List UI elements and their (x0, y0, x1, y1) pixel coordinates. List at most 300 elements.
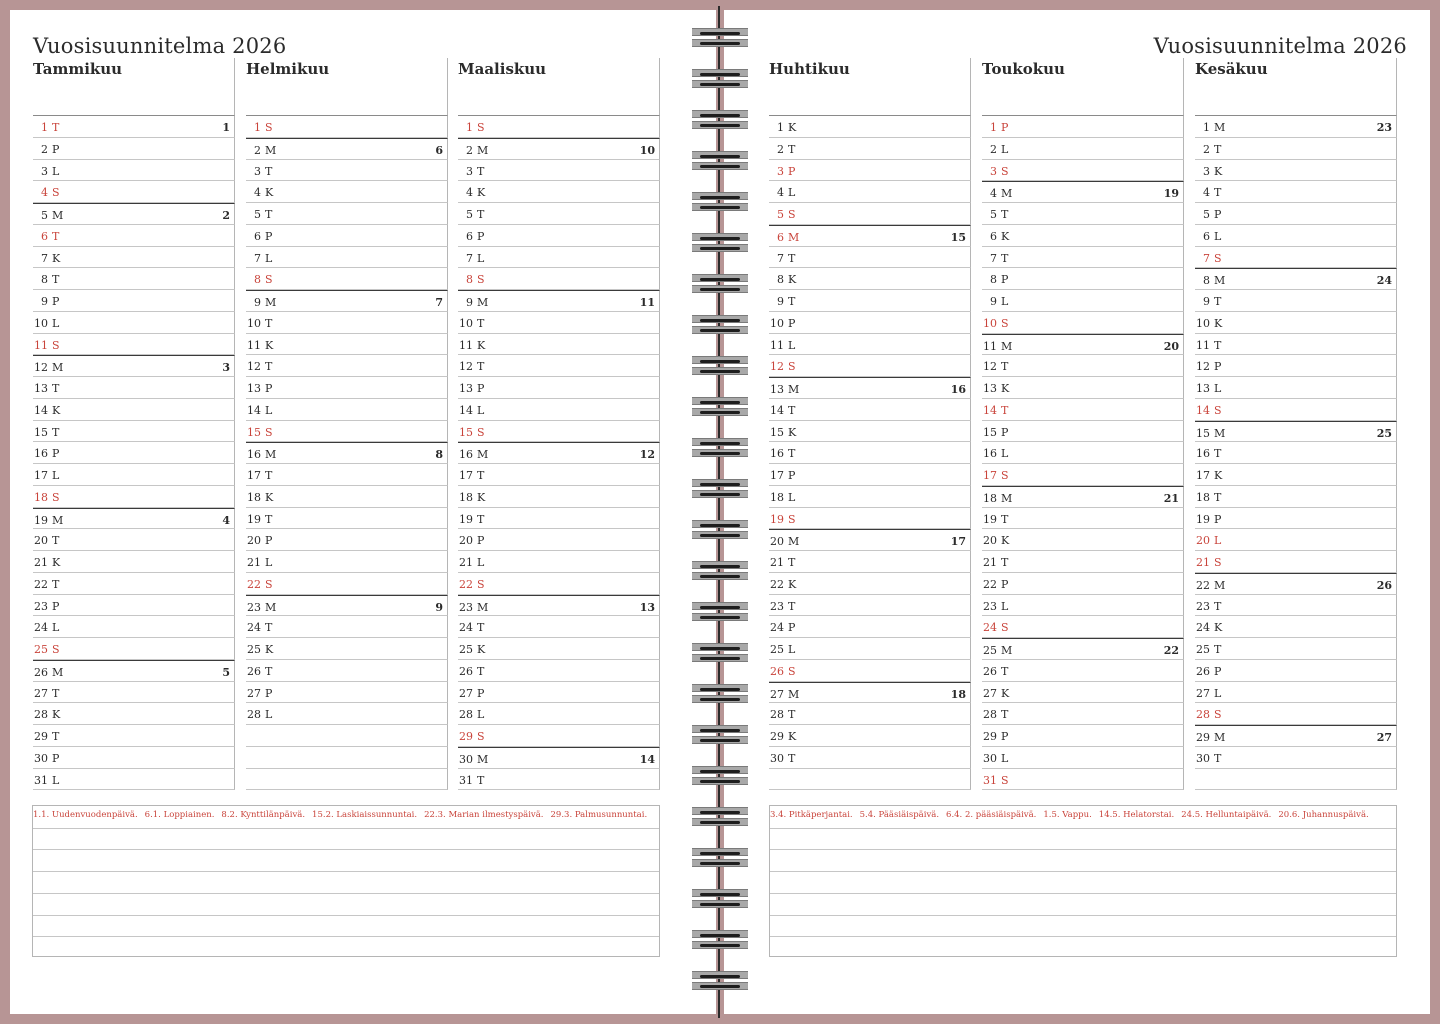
day-row[interactable] (1195, 355, 1397, 377)
spiral-wire-part (700, 288, 740, 291)
day-row[interactable] (33, 225, 235, 247)
day-row[interactable] (769, 268, 971, 290)
day-number: 26 (459, 664, 473, 678)
day-number: 26 (983, 664, 997, 678)
day-row[interactable] (33, 616, 235, 638)
weekday-letter: L (1001, 599, 1009, 613)
day-row[interactable] (769, 290, 971, 312)
weekday-letter: M (788, 383, 800, 396)
day-row[interactable] (458, 203, 660, 225)
day-row[interactable] (982, 334, 1184, 356)
day-row[interactable] (769, 334, 971, 356)
day-row[interactable] (982, 399, 1184, 421)
day-row[interactable] (246, 399, 448, 421)
day-number: 29 (459, 730, 473, 743)
day-row[interactable] (458, 268, 660, 290)
day-row[interactable] (769, 529, 971, 551)
holiday-entry: 6.4. 2. pääsiäispäivä. (946, 810, 1037, 820)
weekday-letter: P (1001, 425, 1009, 439)
day-row[interactable] (33, 116, 235, 138)
day-row[interactable] (33, 660, 235, 682)
day-number: 27 (459, 686, 473, 700)
day-row[interactable] (1195, 399, 1397, 421)
day-number: 5 (1203, 208, 1210, 221)
day-row[interactable] (458, 486, 660, 508)
left-page (10, 10, 716, 1014)
week-number: 6 (435, 143, 443, 157)
day-number: 29 (1196, 731, 1210, 744)
day-number: 20 (1196, 534, 1210, 548)
day-row[interactable] (769, 225, 971, 247)
day-number: 6 (777, 230, 784, 244)
day-row[interactable] (769, 747, 971, 769)
day-number: 19 (34, 513, 48, 527)
day-row[interactable] (769, 703, 971, 725)
day-row[interactable] (769, 377, 971, 399)
spiral-ring-icon (692, 643, 748, 663)
day-row[interactable] (769, 660, 971, 682)
day-row[interactable] (458, 682, 660, 704)
day-row[interactable] (982, 595, 1184, 617)
day-row[interactable] (1195, 616, 1397, 638)
weekday-letter: M (477, 600, 489, 614)
day-number: 25 (983, 644, 997, 657)
spiral-wire-part (700, 934, 740, 937)
month-name: Tammikuu (33, 60, 123, 78)
spiral-wire-part (700, 893, 740, 896)
day-row[interactable] (982, 508, 1184, 530)
day-row[interactable] (1195, 529, 1397, 551)
day-row[interactable] (246, 355, 448, 377)
weekday-letter: P (788, 621, 796, 635)
weekday-letter: K (1214, 164, 1223, 178)
day-row[interactable] (1195, 138, 1397, 160)
day-row[interactable] (769, 573, 971, 595)
day-row[interactable] (458, 551, 660, 573)
day-row[interactable] (246, 377, 448, 399)
weekday-letter: L (52, 773, 60, 787)
day-number: 10 (247, 316, 261, 330)
spiral-wire-part (700, 975, 740, 978)
day-row[interactable] (458, 638, 660, 660)
day-row[interactable] (33, 638, 235, 660)
day-row[interactable] (246, 160, 448, 182)
day-row[interactable] (246, 225, 448, 247)
day-row[interactable] (33, 464, 235, 486)
right-page-title: Vuosisuunnitelma 2026 (1153, 34, 1407, 58)
day-row[interactable] (769, 116, 971, 138)
day-row[interactable] (982, 769, 1184, 791)
day-row[interactable] (769, 638, 971, 660)
day-row[interactable] (33, 682, 235, 704)
day-row[interactable] (769, 203, 971, 225)
note-line[interactable] (33, 915, 659, 916)
weekday-letter: K (1001, 534, 1010, 548)
day-row[interactable] (33, 377, 235, 399)
day-number: 24 (1196, 621, 1210, 635)
day-row[interactable] (769, 616, 971, 638)
day-row[interactable] (246, 529, 448, 551)
day-row[interactable] (458, 116, 660, 138)
day-row[interactable] (246, 116, 448, 138)
day-row[interactable] (246, 660, 448, 682)
day-number: 9 (254, 296, 261, 309)
day-row[interactable] (33, 747, 235, 769)
day-row[interactable] (33, 595, 235, 617)
weekday-letter: T (52, 382, 60, 395)
day-row[interactable] (1195, 747, 1397, 769)
weekday-letter: M (1214, 426, 1226, 440)
day-row[interactable] (458, 138, 660, 160)
day-number: 30 (770, 751, 784, 765)
weekday-letter: K (52, 556, 61, 569)
note-line[interactable] (770, 893, 1396, 894)
day-row[interactable] (1195, 160, 1397, 182)
day-row[interactable] (33, 486, 235, 508)
day-row[interactable] (246, 486, 448, 508)
day-number: 17 (1196, 469, 1210, 482)
day-row[interactable] (982, 138, 1184, 160)
note-line[interactable] (33, 936, 659, 937)
holiday-entry: 5.4. Pääsiäispäivä. (859, 810, 940, 820)
day-row[interactable] (982, 682, 1184, 704)
day-row[interactable] (1195, 290, 1397, 312)
day-row[interactable] (246, 508, 448, 530)
day-number: 11 (247, 338, 261, 352)
day-row[interactable] (458, 181, 660, 203)
day-row[interactable] (458, 508, 660, 530)
holiday-entry: 29.3. Palmusunnuntai. (550, 810, 648, 820)
day-row[interactable] (33, 138, 235, 160)
day-row[interactable] (458, 160, 660, 182)
weekday-letter: T (265, 164, 273, 178)
day-row[interactable] (769, 595, 971, 617)
day-row[interactable] (982, 290, 1184, 312)
weekday-letter: P (1214, 664, 1222, 678)
day-row[interactable] (982, 312, 1184, 334)
day-row[interactable] (1195, 377, 1397, 399)
note-line[interactable] (33, 849, 659, 850)
note-line[interactable] (770, 871, 1396, 872)
day-number: 8 (1203, 274, 1210, 288)
day-row[interactable] (246, 573, 448, 595)
day-row[interactable] (33, 399, 235, 421)
day-number: 10 (34, 316, 48, 330)
day-row[interactable] (33, 769, 235, 791)
day-number: 16 (459, 448, 473, 462)
day-row[interactable] (769, 247, 971, 269)
day-row[interactable] (33, 334, 235, 356)
day-row[interactable] (458, 573, 660, 595)
weekday-letter: P (265, 534, 273, 548)
day-row[interactable] (982, 377, 1184, 399)
weekday-letter: S (477, 577, 485, 591)
day-number: 26 (770, 664, 784, 678)
note-line[interactable] (33, 871, 659, 872)
day-row[interactable] (458, 247, 660, 269)
day-row[interactable] (246, 290, 448, 312)
day-row[interactable] (982, 464, 1184, 486)
day-row[interactable] (769, 181, 971, 203)
day-row[interactable] (1195, 334, 1397, 356)
day-row[interactable] (246, 682, 448, 704)
day-row[interactable] (982, 486, 1184, 508)
day-number: 18 (1196, 490, 1210, 504)
day-row[interactable] (982, 421, 1184, 443)
day-row[interactable] (458, 290, 660, 312)
day-number: 25 (1196, 643, 1210, 656)
day-row[interactable] (1195, 116, 1397, 138)
day-row[interactable] (1195, 181, 1397, 203)
day-row[interactable] (982, 181, 1184, 203)
day-row[interactable] (769, 682, 971, 704)
weekday-letter: M (52, 209, 64, 222)
holiday-entry: 1.5. Vappu. (1043, 810, 1092, 820)
weekday-letter: T (265, 360, 273, 374)
day-number: 26 (1196, 664, 1210, 678)
day-row[interactable] (458, 769, 660, 791)
day-number: 20 (247, 534, 261, 548)
note-line[interactable] (770, 936, 1396, 937)
day-row[interactable] (33, 703, 235, 725)
day-row[interactable] (982, 747, 1184, 769)
day-row[interactable] (246, 595, 448, 617)
day-row[interactable] (769, 160, 971, 182)
day-row[interactable] (458, 616, 660, 638)
weekday-letter: T (477, 316, 485, 330)
weekday-letter: T (477, 208, 485, 221)
day-row[interactable] (982, 268, 1184, 290)
day-row[interactable] (458, 747, 660, 769)
weekday-letter: M (265, 143, 277, 157)
day-row[interactable] (458, 442, 660, 464)
day-number: 1 (1203, 121, 1210, 134)
day-row[interactable] (1195, 421, 1397, 443)
day-row[interactable] (1195, 312, 1397, 334)
note-line[interactable] (33, 893, 659, 894)
week-number: 12 (639, 448, 655, 462)
day-row[interactable] (246, 268, 448, 290)
week-number: 11 (639, 296, 655, 309)
day-number: 28 (247, 708, 261, 722)
day-number: 29 (770, 730, 784, 743)
day-number: 8 (41, 273, 48, 287)
day-row[interactable] (982, 116, 1184, 138)
day-row[interactable] (982, 573, 1184, 595)
day-row[interactable] (33, 268, 235, 290)
day-row[interactable] (982, 638, 1184, 660)
day-row[interactable] (982, 616, 1184, 638)
day-row[interactable] (1195, 682, 1397, 704)
day-row[interactable] (769, 464, 971, 486)
day-row[interactable] (769, 442, 971, 464)
day-row[interactable] (33, 725, 235, 747)
day-number: 9 (41, 295, 48, 308)
spiral-wire-part (700, 452, 740, 455)
day-row[interactable] (1195, 464, 1397, 486)
day-row[interactable] (246, 203, 448, 225)
day-row[interactable] (982, 442, 1184, 464)
day-number: 9 (1203, 295, 1210, 308)
day-row[interactable] (458, 725, 660, 747)
day-row[interactable] (33, 160, 235, 182)
day-number: 8 (990, 273, 997, 287)
day-row[interactable] (1195, 573, 1397, 595)
day-row[interactable] (1195, 442, 1397, 464)
day-row[interactable] (246, 551, 448, 573)
day-row[interactable] (1195, 508, 1397, 530)
weekday-letter: L (265, 708, 273, 722)
day-row[interactable] (458, 421, 660, 443)
day-row[interactable] (458, 312, 660, 334)
day-row[interactable] (982, 660, 1184, 682)
day-row[interactable] (33, 573, 235, 595)
day-number: 27 (770, 687, 784, 701)
day-number: 20 (770, 535, 784, 549)
day-number: 27 (1196, 686, 1210, 700)
day-row[interactable] (246, 421, 448, 443)
day-number: 31 (459, 773, 473, 787)
day-row[interactable] (1195, 725, 1397, 747)
day-row[interactable] (246, 138, 448, 160)
day-row[interactable] (458, 225, 660, 247)
day-row[interactable] (246, 442, 448, 464)
day-row[interactable] (458, 660, 660, 682)
weekday-letter: T (52, 730, 60, 743)
day-row[interactable] (458, 355, 660, 377)
day-number: 8 (254, 273, 261, 287)
day-row[interactable] (1195, 225, 1397, 247)
day-row[interactable] (458, 377, 660, 399)
day-row[interactable] (33, 312, 235, 334)
day-row[interactable] (246, 312, 448, 334)
weekday-letter: S (265, 121, 273, 134)
weekday-letter: M (788, 535, 800, 549)
day-row[interactable] (458, 595, 660, 617)
day-row[interactable] (1195, 203, 1397, 225)
day-number: 12 (770, 360, 784, 374)
day-row[interactable] (458, 529, 660, 551)
day-row[interactable] (246, 703, 448, 725)
empty-day-row (1195, 769, 1397, 791)
day-row[interactable] (33, 508, 235, 530)
week-number: 16 (950, 383, 966, 396)
day-row[interactable] (246, 464, 448, 486)
month-header (246, 58, 448, 116)
day-row[interactable] (769, 399, 971, 421)
weekday-letter: T (477, 773, 485, 787)
spiral-ring-icon (692, 766, 748, 786)
day-row[interactable] (769, 508, 971, 530)
week-number: 4 (222, 513, 230, 527)
day-number: 19 (983, 512, 997, 526)
day-row[interactable] (769, 486, 971, 508)
day-row[interactable] (246, 616, 448, 638)
weekday-letter: T (1001, 556, 1009, 569)
day-row[interactable] (246, 181, 448, 203)
weekday-letter: T (1214, 142, 1222, 156)
day-row[interactable] (33, 355, 235, 377)
day-row[interactable] (769, 421, 971, 443)
day-number: 18 (459, 490, 473, 504)
day-row[interactable] (33, 247, 235, 269)
day-row[interactable] (458, 464, 660, 486)
day-number: 25 (459, 643, 473, 656)
day-row[interactable] (769, 138, 971, 160)
weekday-letter: M (477, 752, 489, 766)
day-row[interactable] (33, 181, 235, 203)
day-row[interactable] (246, 638, 448, 660)
weekday-letter: M (788, 230, 800, 244)
weekday-letter: M (1214, 121, 1226, 134)
day-row[interactable] (33, 421, 235, 443)
day-row[interactable] (769, 355, 971, 377)
holiday-list-right (770, 810, 1376, 820)
day-row[interactable] (982, 203, 1184, 225)
day-row[interactable] (1195, 247, 1397, 269)
day-row[interactable] (1195, 486, 1397, 508)
day-row[interactable] (1195, 551, 1397, 573)
day-number: 22 (983, 577, 997, 591)
note-line[interactable] (770, 849, 1396, 850)
day-row[interactable] (1195, 660, 1397, 682)
weekday-letter: S (477, 730, 485, 743)
holiday-entry: 15.2. Laskiaissunnuntai. (312, 810, 418, 820)
day-row[interactable] (33, 442, 235, 464)
day-number: 17 (459, 469, 473, 482)
day-row[interactable] (982, 247, 1184, 269)
day-row[interactable] (1195, 268, 1397, 290)
day-number: 14 (983, 403, 997, 417)
month-name: Helmikuu (246, 60, 330, 78)
day-row[interactable] (246, 334, 448, 356)
day-row[interactable] (458, 334, 660, 356)
day-row[interactable] (33, 551, 235, 573)
note-line[interactable] (770, 828, 1396, 829)
day-row[interactable] (246, 247, 448, 269)
day-row[interactable] (33, 203, 235, 225)
day-row[interactable] (769, 312, 971, 334)
day-number: 16 (770, 447, 784, 461)
day-row[interactable] (1195, 638, 1397, 660)
weekday-letter: P (477, 534, 485, 548)
day-number: 2 (1203, 142, 1210, 156)
note-line[interactable] (770, 915, 1396, 916)
day-row[interactable] (33, 290, 235, 312)
day-row[interactable] (982, 703, 1184, 725)
spiral-wire-part (700, 739, 740, 742)
day-row[interactable] (982, 355, 1184, 377)
day-row[interactable] (982, 160, 1184, 182)
day-row[interactable] (982, 551, 1184, 573)
day-row[interactable] (458, 399, 660, 421)
day-row[interactable] (1195, 595, 1397, 617)
day-row[interactable] (458, 703, 660, 725)
note-line[interactable] (33, 828, 659, 829)
day-row[interactable] (769, 551, 971, 573)
weekday-letter: S (1001, 773, 1009, 787)
day-row[interactable] (1195, 703, 1397, 725)
empty-day-row (246, 725, 448, 747)
day-number: 17 (983, 469, 997, 482)
month-header (982, 58, 1184, 116)
day-row[interactable] (33, 529, 235, 551)
week-number: 22 (1163, 644, 1179, 657)
day-row[interactable] (769, 725, 971, 747)
day-row[interactable] (982, 725, 1184, 747)
day-row[interactable] (982, 225, 1184, 247)
day-row[interactable] (982, 529, 1184, 551)
